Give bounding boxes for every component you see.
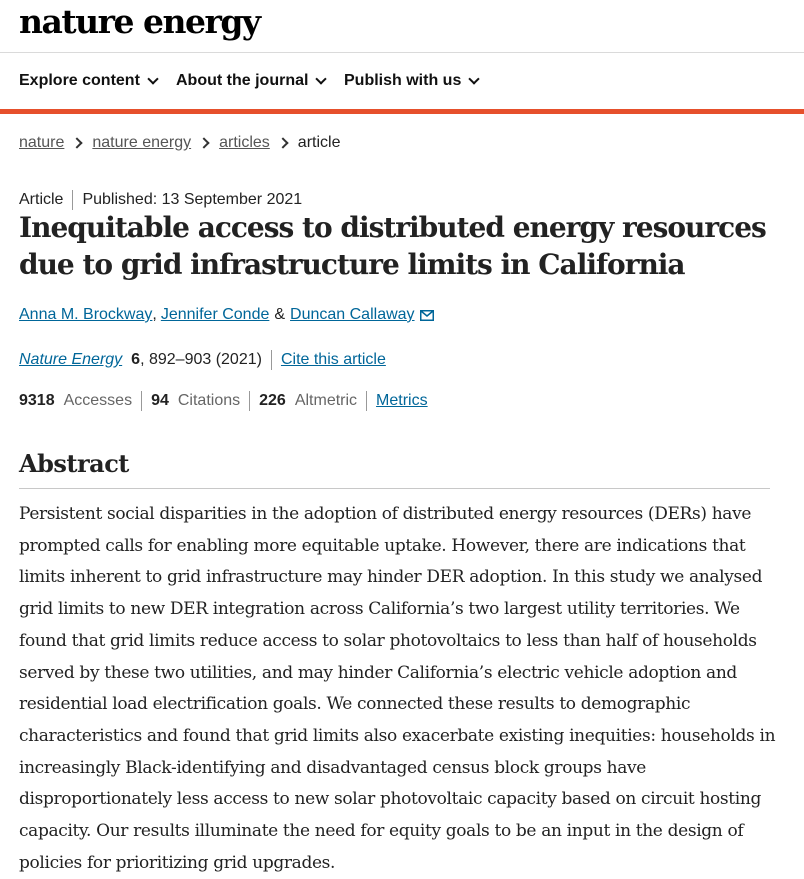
author-separator: , xyxy=(152,306,157,323)
article-metrics xyxy=(19,391,428,411)
chevron-right-icon xyxy=(72,137,83,148)
article-type: Article xyxy=(19,191,64,208)
nav-publish-with-us[interactable] xyxy=(344,71,478,91)
breadcrumb-nature-energy[interactable]: nature energy xyxy=(92,134,192,151)
article-meta xyxy=(19,190,302,210)
nav-label: About the journal xyxy=(176,72,309,89)
accesses-count: 9318 xyxy=(19,392,55,409)
citation-line xyxy=(19,350,386,370)
divider xyxy=(249,391,250,411)
accesses-label: Accesses xyxy=(63,392,133,409)
author-list xyxy=(19,305,434,325)
article-title: Inequitable access to distributed energy resources due to grid infrastructure limits in California xyxy=(19,211,766,281)
breadcrumb-nature[interactable]: nature xyxy=(19,134,65,151)
breadcrumb-articles[interactable]: articles xyxy=(219,134,270,151)
breadcrumb-current: article xyxy=(297,134,341,151)
author-separator: & xyxy=(274,306,286,323)
cite-article-link[interactable]: Cite this article xyxy=(280,351,386,368)
abstract-heading: Abstract xyxy=(19,448,770,489)
citations-label: Citations xyxy=(177,392,241,409)
altmetric-label: Altmetric xyxy=(294,392,358,409)
volume: 6 xyxy=(131,351,141,368)
chevron-down-icon xyxy=(469,73,480,84)
site-logo[interactable]: nature energy xyxy=(19,2,260,41)
mail-icon[interactable] xyxy=(420,310,434,321)
chevron-right-icon xyxy=(277,137,288,148)
nav-about-journal[interactable] xyxy=(176,71,325,91)
author-link[interactable]: Duncan Callaway xyxy=(290,306,415,323)
journal-link[interactable]: Nature Energy xyxy=(19,351,123,368)
abstract-text: Persistent social disparities in the adoption of distributed energy resources (DERs) have prompted calls for enabling more equitable uptake. However, there are indications that limits inherent to grid infrastructure may hinder DER adoption. In this study we analysed grid limits to new DER integration across California’s two largest utility territories. We found that grid limits reduce access to solar photovoltaics to less than half of households served by these two utilities, and may hinder California’s electric vehicle adoption and residential load electrification goals. We connected these results to demographic characteristics and found that grid limits also exacerbate existing inequities: households in increasingly Black-identifying and disadvantaged census block groups have disproportionately less access to new solar photovoltaic capacity based on circuit hosting capacity. Our results illuminate the need for equity goals to be an input in the design of policies for prioritizing grid upgrades. xyxy=(19,504,776,873)
nav-label: Publish with us xyxy=(344,72,462,89)
nav-label: Explore content xyxy=(19,72,140,89)
author-link[interactable]: Jennifer Conde xyxy=(160,306,270,323)
breadcrumb xyxy=(19,133,340,153)
nav-explore-content[interactable] xyxy=(19,71,157,91)
altmetric-score: 226 xyxy=(259,392,286,409)
divider xyxy=(271,350,272,370)
pages-year: , 892–903 (2021) xyxy=(140,351,262,368)
metrics-link[interactable]: Metrics xyxy=(376,392,428,409)
published-date: Published: 13 September 2021 xyxy=(82,191,303,208)
main-nav xyxy=(0,53,804,114)
divider xyxy=(366,391,367,411)
divider xyxy=(141,391,142,411)
divider xyxy=(72,190,73,210)
chevron-right-icon xyxy=(198,137,209,148)
chevron-down-icon xyxy=(147,73,158,84)
site-header xyxy=(0,0,804,53)
author-link[interactable]: Anna M. Brockway xyxy=(19,306,153,323)
chevron-down-icon xyxy=(316,73,327,84)
citations-count: 94 xyxy=(151,392,169,409)
